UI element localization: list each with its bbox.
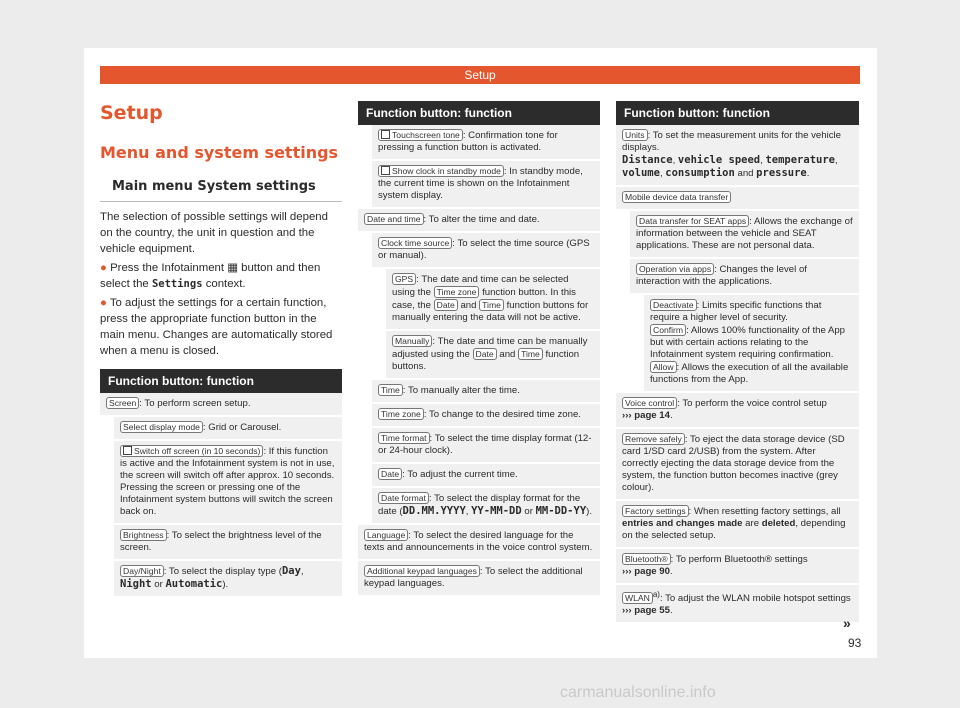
function-button-label: Day/Night — [120, 565, 164, 577]
table-row — [372, 125, 600, 161]
watermark: carmanualsonline.info — [560, 684, 716, 701]
row-text: and — [460, 300, 477, 311]
page-reference: ››› page 90 — [622, 566, 670, 577]
row-text: : To perform screen setup. — [139, 398, 251, 409]
function-button-label — [120, 445, 263, 457]
row-text: : To select the brightness level of the screen. — [120, 530, 322, 553]
row-text: , — [465, 506, 472, 517]
row-text: . — [669, 410, 673, 421]
row-text: are — [745, 518, 760, 529]
function-button-label: Factory settings — [622, 505, 689, 517]
context-keyword: Settings — [151, 278, 203, 290]
row-text: : To set the measurement units for the vehicle displays. — [622, 130, 841, 153]
table-row — [372, 404, 600, 428]
table-row — [372, 380, 600, 404]
row-text: : Confirmation tone for pressing a function button is activated. — [378, 130, 558, 153]
table-row — [100, 393, 342, 417]
keyword: Day — [281, 565, 301, 577]
row-text: : The date and time can be selected using the — [392, 274, 569, 298]
function-button-label: Confirm — [650, 324, 686, 336]
intro-text — [100, 209, 342, 362]
table-row — [358, 561, 600, 597]
function-button-label: Remove safely — [622, 433, 685, 445]
row-text: : Limits specific functions that require a higher level of security. — [650, 300, 822, 323]
function-button-label: Date — [434, 299, 458, 311]
row-text: : If this function is active and the Infotainment system is not in use, the screen will switch off after approx. 10 seconds. Pressing the screen or pressing one of the Infotainment system buttons will switch the screen back on. — [120, 446, 335, 517]
function-button-label: Time — [378, 384, 403, 396]
row-text: : Allows 100% functionality of the App but with certain actions relating to the Infotainment system requiring confirmation. — [650, 325, 846, 360]
function-button-label: Time — [518, 348, 543, 360]
row-text: : Allows the exchange of information between the vehicle and SEAT applications. These are not personal data. — [636, 216, 853, 251]
keyword: Automatic — [165, 578, 223, 590]
table-row — [358, 209, 600, 233]
table-header: Function button: function — [358, 101, 600, 125]
function-button-label: Units — [622, 129, 648, 141]
left-column — [100, 101, 342, 596]
row-text: : To manually alter the time. — [402, 385, 520, 396]
table-row — [630, 259, 859, 295]
keyword: Night — [120, 578, 152, 590]
row-text: : To select the display format for the date ( — [378, 493, 581, 517]
row-text: function buttons for manually entering the data will not be active. — [392, 300, 589, 323]
row-text: , depending on the selected setup. — [622, 518, 846, 541]
row-text: ). — [586, 506, 593, 517]
function-button-label: Deactivate — [650, 299, 697, 311]
section-header-bar: Setup — [100, 66, 860, 84]
function-button-text: Touchscreen tone — [392, 130, 460, 140]
table-row — [372, 161, 600, 209]
intro-paragraph: The selection of possible settings will depend on the country, the unit in question and the vehicle equipment. — [100, 211, 328, 255]
function-button-label: Time format — [378, 432, 430, 444]
function-button-label: Date — [378, 468, 402, 480]
function-button-label: Additional keypad languages — [364, 565, 480, 577]
function-button-label: Time zone — [378, 408, 424, 420]
function-button-label: Date — [473, 348, 497, 360]
checkbox-icon — [381, 166, 390, 175]
table-row — [616, 187, 859, 211]
function-button-label: Allow — [650, 361, 677, 373]
function-button-label: Brightness — [120, 529, 167, 541]
function-button-label: GPS — [392, 273, 416, 285]
row-text: and — [499, 349, 516, 360]
table-row — [372, 488, 600, 525]
row-text: : To perform Bluetooth® settings — [670, 554, 808, 565]
row-text: : To change to the desired time zone. — [423, 409, 581, 420]
table-row — [616, 501, 859, 549]
row-text: ). — [222, 579, 229, 590]
keyword: Distance — [622, 154, 673, 166]
divider — [100, 201, 342, 202]
function-button-label: Time zone — [434, 286, 480, 298]
row-text: , — [300, 566, 304, 577]
page-title: Setup — [100, 102, 163, 124]
function-button-label: Manually — [392, 335, 432, 347]
table-row: Units : To set the measurement units for the vehicle displays. Distance, vehicle speed, temperature, volume, consumption and pressure. — [616, 125, 859, 187]
keyword: temperature — [765, 154, 835, 166]
bold-text: deleted — [761, 518, 796, 529]
subsection-title: Main menu System settings — [112, 179, 316, 194]
table-row — [630, 211, 859, 259]
bullet-icon: ● — [100, 297, 107, 309]
function-button-label — [378, 129, 463, 141]
table-row — [358, 525, 600, 561]
function-button-text: Show clock in standby mode — [392, 166, 501, 176]
bullet-text: To adjust the settings for a certain function, press the appropriate function button in the main menu. Changes are automatically stored when a menu is closed. — [100, 297, 333, 357]
row-text: : Allows the execution of all the available functions from the App. — [650, 362, 849, 385]
footnote-marker: a) — [652, 590, 660, 599]
page-reference: ››› page 55 — [622, 605, 670, 617]
table-row — [372, 428, 600, 464]
function-button-label: Time — [479, 299, 504, 311]
table-header: Function button: function — [616, 101, 859, 125]
table-row — [644, 295, 859, 393]
table-row — [616, 393, 859, 429]
continue-icon: » — [843, 615, 851, 631]
function-button-label: Voice control — [622, 397, 677, 409]
table-row — [114, 525, 342, 561]
bullet-text: context. — [205, 278, 246, 290]
function-button-text: Switch off screen (in 10 seconds) — [134, 446, 261, 456]
function-button-label: Data transfer for SEAT apps — [636, 215, 749, 227]
row-text: : To select the time source (GPS or manual). — [378, 238, 590, 261]
row-text: : To select the desired language for the texts and announcements in the voice control system. — [364, 530, 593, 553]
function-button-label: Date and time — [364, 213, 424, 225]
checkbox-icon — [381, 130, 390, 139]
row-text: : Changes the level of interaction with the applications. — [636, 264, 807, 287]
row-text: . — [669, 605, 673, 617]
bullet-item — [100, 295, 342, 359]
row-text: : To adjust the current time. — [402, 469, 518, 480]
keyword: DD.MM.YYYY — [402, 505, 466, 517]
page-number: 93 — [848, 636, 862, 650]
row-text: : To alter the time and date. — [423, 214, 540, 225]
function-button-label: Date format — [378, 492, 429, 504]
row-text: : To select the display type ( — [163, 566, 282, 577]
row-text: : To select the time display format (12- or 24-hour clock). — [378, 433, 592, 456]
row-text: function button. In this case, the — [392, 287, 576, 311]
row-text: : To select the additional keypad languages. — [364, 566, 583, 589]
table-row — [114, 561, 342, 598]
checkbox-icon — [123, 446, 132, 455]
row-text: function buttons. — [392, 349, 580, 372]
bullet-icon: ● — [100, 262, 107, 274]
table-row — [114, 441, 342, 525]
row-text: . — [669, 566, 673, 577]
menu-icon: ▦ — [227, 262, 238, 274]
page-reference: ››› page 14 — [622, 410, 670, 421]
table-row — [372, 464, 600, 488]
row-text: or — [521, 506, 536, 517]
function-button-label: Mobile device data transfer — [622, 191, 731, 203]
keyword: consumption — [665, 167, 735, 179]
table-row — [386, 269, 600, 331]
table-row — [386, 331, 600, 380]
row-text: : To adjust the WLAN mobile hotspot settings — [659, 593, 851, 605]
keyword: YY-MM-DD — [471, 505, 522, 517]
row-text: : The date and time can be manually adjusted using the — [392, 336, 588, 360]
row-text: or — [151, 579, 166, 590]
function-button-label: Operation via apps — [636, 263, 714, 275]
bullet-text: button and then select the — [100, 262, 321, 290]
row-text: and — [734, 168, 757, 179]
right-column — [616, 101, 859, 624]
table-row — [372, 233, 600, 269]
function-button-label: Select display mode — [120, 421, 203, 433]
function-button-label: Screen — [106, 397, 139, 409]
table-row — [114, 417, 342, 441]
middle-column — [358, 101, 600, 597]
function-button-label — [378, 165, 504, 177]
table-row — [616, 585, 859, 624]
table-row — [616, 549, 859, 585]
bullet-item — [100, 260, 342, 292]
keyword: MM-DD-YY — [535, 505, 587, 517]
function-table — [100, 369, 342, 598]
row-text: : To perform the voice control setup — [677, 398, 827, 409]
row-text: : To eject the data storage device (SD card 1/SD card 2/USB) from the system. After correctly ejecting the data storage device from the system, the function button becomes inactive (grey colour). — [622, 434, 845, 493]
table-row — [616, 429, 859, 501]
function-button-label: Bluetooth® — [622, 553, 671, 565]
function-button-label: Language — [364, 529, 408, 541]
table-header: Function button: function — [100, 369, 342, 393]
keyword: vehicle speed — [677, 154, 761, 166]
keyword: pressure — [756, 167, 807, 179]
bullet-text: Press the Infotainment — [110, 262, 225, 274]
section-title: Menu and system settings — [100, 143, 339, 162]
row-text: : Grid or Carousel. — [202, 422, 282, 433]
function-button-label: WLAN — [622, 592, 653, 604]
bold-text: entries and changes made — [622, 518, 743, 529]
function-button-label: Clock time source — [378, 237, 452, 249]
row-text: : When resetting factory settings, all — [688, 506, 841, 517]
keyword: volume — [622, 167, 660, 179]
row-text: : In standby mode, the current time is shown on the Infotainment system display. — [378, 166, 583, 201]
